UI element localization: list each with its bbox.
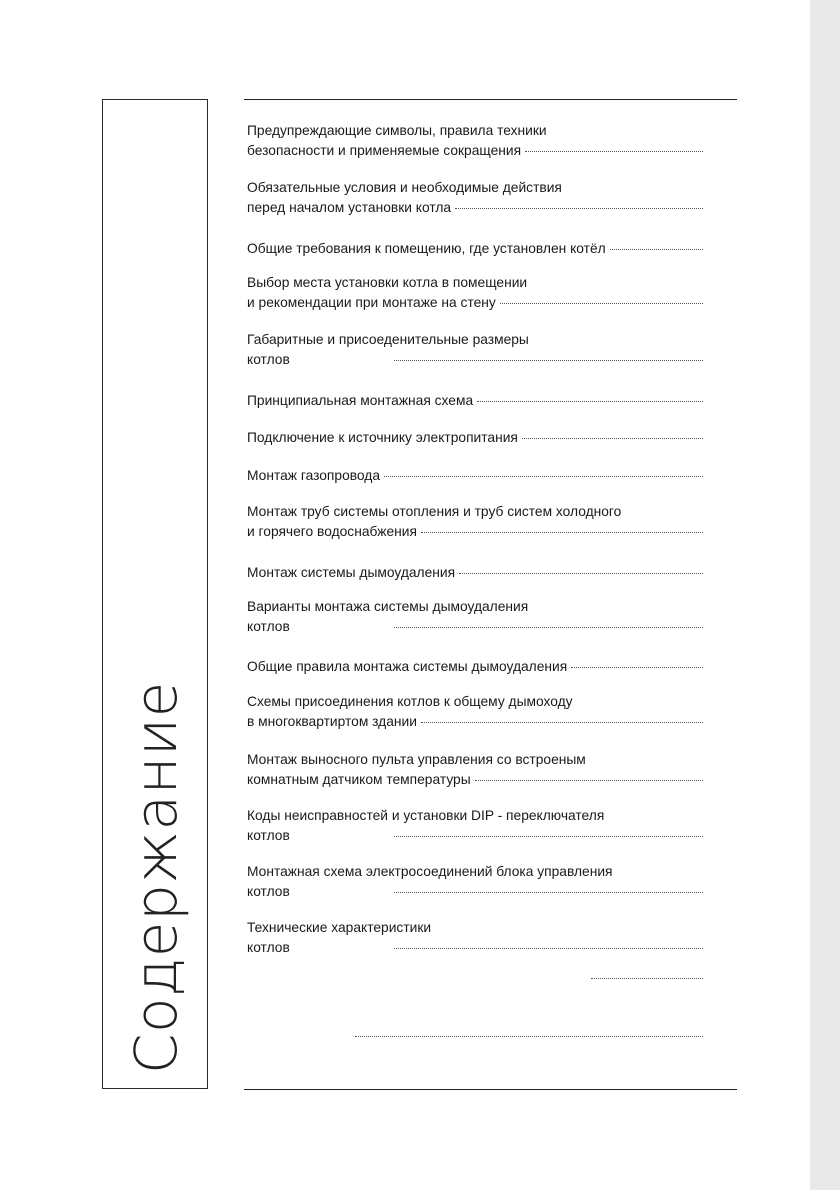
toc-entry-blank-2 <box>247 1038 703 1058</box>
toc-entry-placement[interactable]: Выбор места установки котла в помещении и рекомендации при монтаже на стену <box>247 273 703 313</box>
toc-entry-flue-system[interactable]: Монтаж системы дымоудаления <box>247 563 703 583</box>
leader-dots <box>355 1035 703 1037</box>
leader-dots <box>394 626 703 628</box>
leader-dots <box>459 572 703 574</box>
leader-dots <box>394 359 703 361</box>
leader-dots <box>477 400 703 402</box>
leader-dots <box>421 531 703 533</box>
leader-dots <box>525 150 703 152</box>
leader-dots <box>500 302 703 304</box>
toc-entry-preconditions[interactable]: Обязательные условия и необходимые действия перед началом установки котла <box>247 178 703 218</box>
toc-entry-mounting-scheme[interactable]: Принципиальная монтажная схема <box>247 391 703 411</box>
leader-dots <box>394 835 703 837</box>
page-title: Содержание <box>122 681 190 1074</box>
bottom-rule <box>244 1089 737 1090</box>
toc-entry-room-requirements[interactable]: Общие требования к помещению, где установлен котёл <box>247 239 703 259</box>
leader-dots <box>394 947 703 949</box>
leader-dots <box>571 666 703 668</box>
top-rule <box>244 99 737 100</box>
leader-dots <box>384 475 703 477</box>
toc-entry-flue-rules[interactable]: Общие правила монтажа системы дымоудаления <box>247 657 703 677</box>
toc-entry-dimensions[interactable]: Габаритные и присоеденительные размеры котлов <box>247 330 703 370</box>
leader-dots <box>522 437 703 439</box>
toc-entry-remote-panel[interactable]: Монтаж выносного пульта управления со встроеным комнатным датчиком температуры <box>247 750 703 790</box>
leader-dots <box>394 891 703 893</box>
leader-dots <box>475 779 703 781</box>
toc-entry-power-connection[interactable]: Подключение к источнику электропитания <box>247 428 703 448</box>
title-frame <box>102 99 208 1089</box>
leader-dots <box>610 248 703 250</box>
toc-entry-safety[interactable]: Предупреждающие символы, правила техники безопасности и применяемые сокращения <box>247 121 703 161</box>
leader-dots <box>421 721 703 723</box>
toc-entry-error-codes[interactable]: Коды неисправностей и установки DIP - переключателя котлов <box>247 806 703 846</box>
toc-entry-wiring-diagram[interactable]: Монтажная схема электросоединений блока управления котлов <box>247 862 703 902</box>
toc-entry-common-chimney[interactable]: Схемы присоединения котлов к общему дымоходу в многоквартиртом здании <box>247 692 703 732</box>
leader-dots <box>591 977 703 979</box>
leader-dots <box>455 207 703 209</box>
toc-entry-flue-variants[interactable]: Варианты монтажа системы дымоудаления котлов <box>247 597 703 637</box>
toc-entry-gas-pipe[interactable]: Монтаж газопровода <box>247 466 703 486</box>
toc-entry-specifications[interactable]: Технические характеристики котлов <box>247 918 703 958</box>
toc-entry-heating-pipes[interactable]: Монтаж труб системы отопления и труб систем холодного и горячего водоснабжения <box>247 502 703 542</box>
page-edge-strip <box>810 0 840 1190</box>
toc-entry-blank-1 <box>247 980 703 1000</box>
